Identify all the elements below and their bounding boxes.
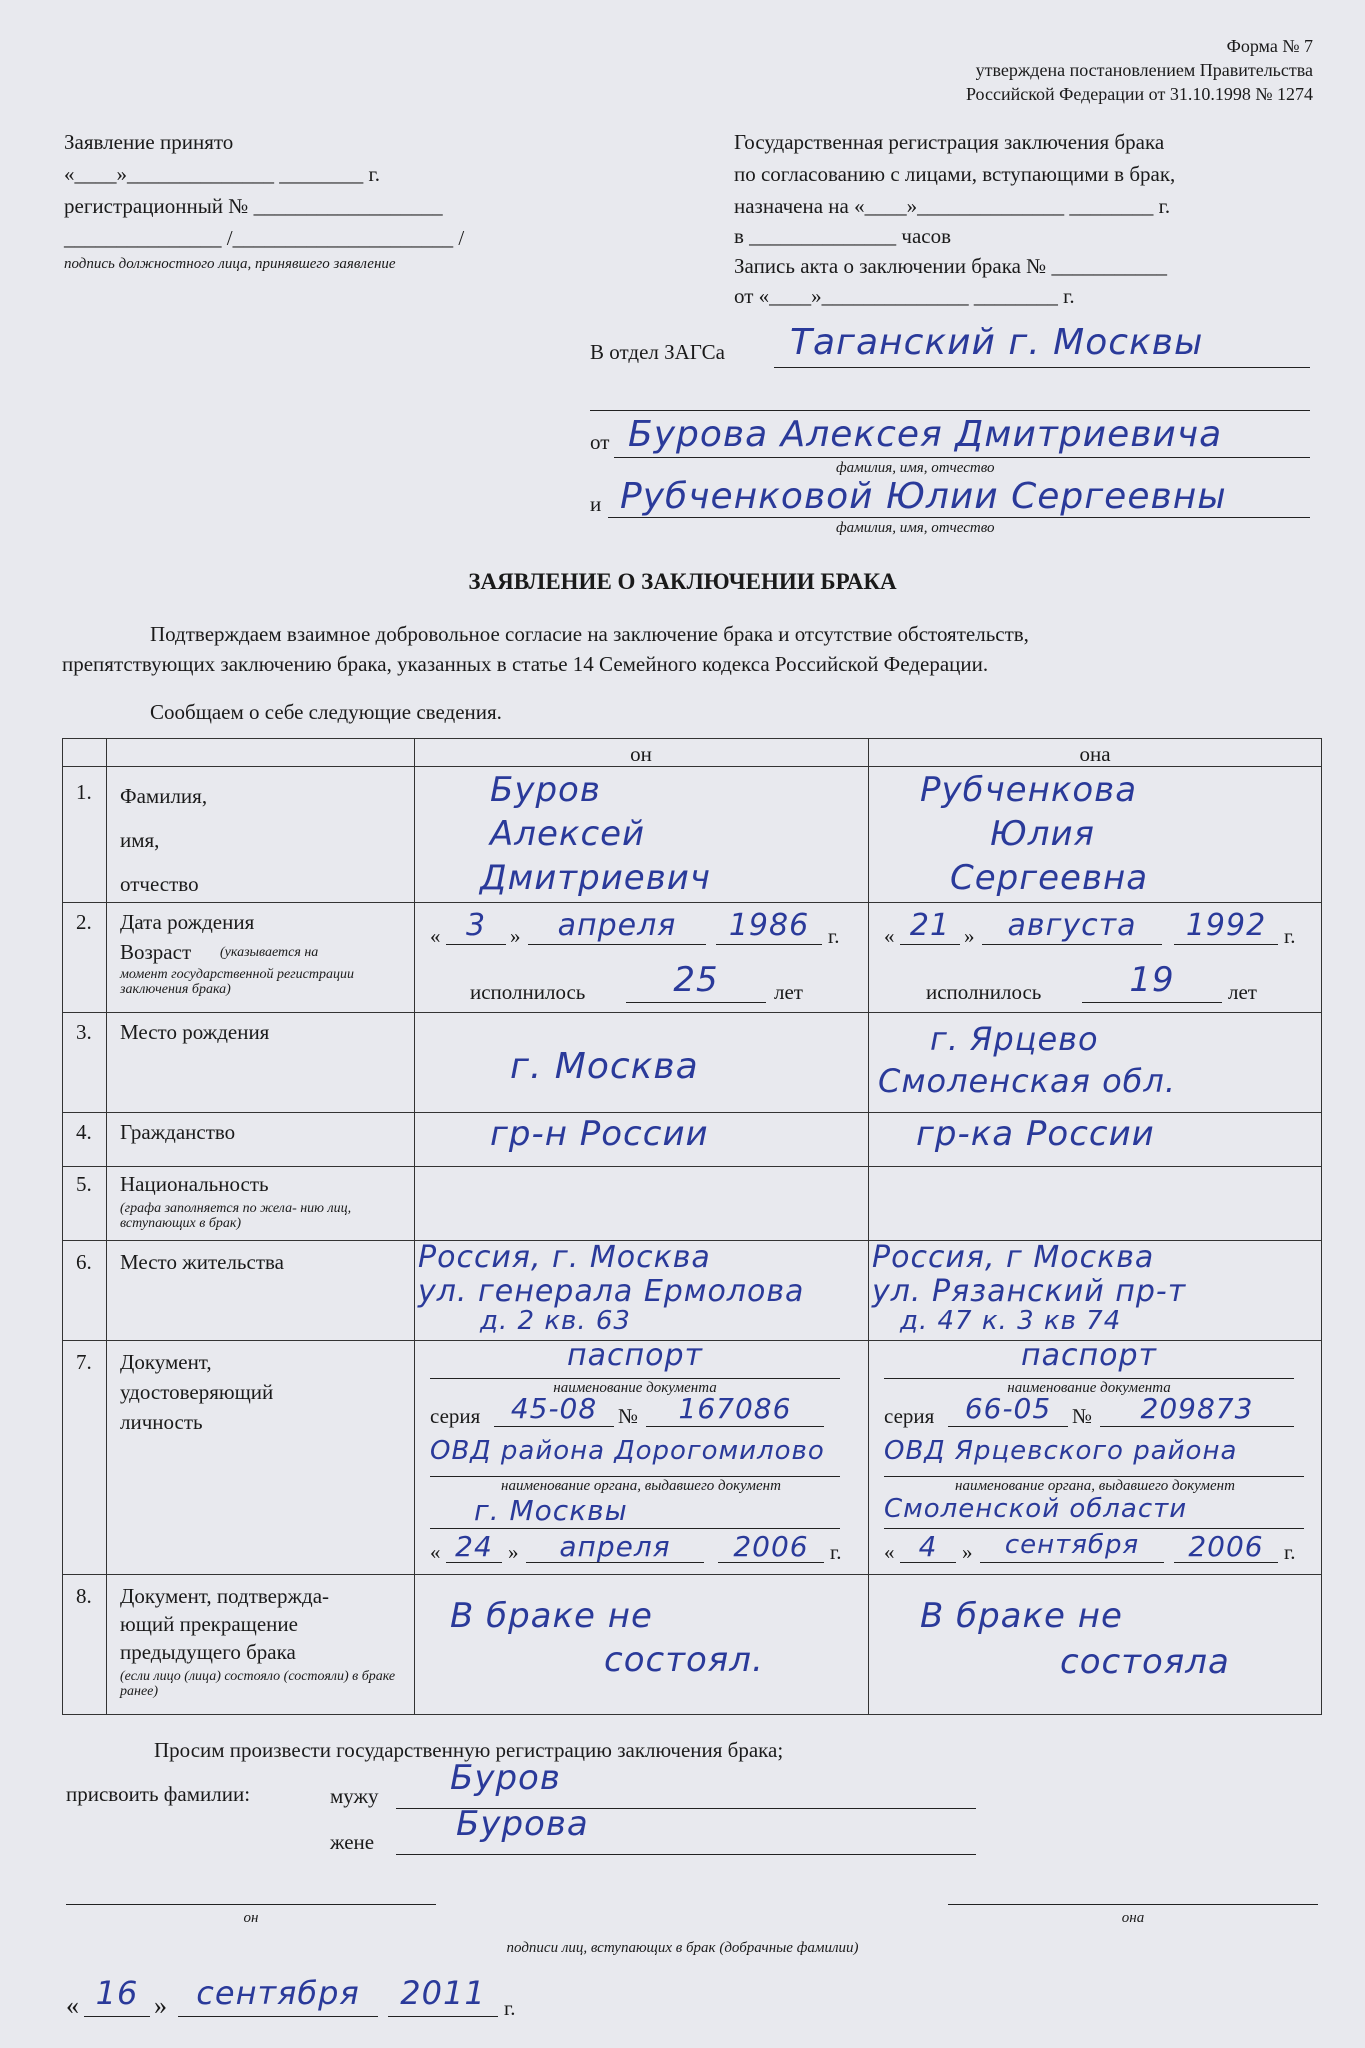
row2-num: 2.	[76, 910, 92, 934]
document-title: ЗАЯВЛЕНИЕ О ЗАКЛЮЧЕНИИ БРАКА	[468, 569, 897, 594]
she-doc-number: 209873	[1140, 1392, 1254, 1425]
intro-line1: Подтверждаем взаимное добровольное согласие на заключение брака и отсутствие обстоятельств,	[150, 622, 1029, 646]
she-age-suffix: лет	[1228, 980, 1257, 1004]
he-series-label: серия	[430, 1404, 481, 1428]
row8-note: (если лицо (лица) состояло (состояли) в браке ранее)	[120, 1669, 396, 1699]
he-organ-caption: наименование органа, выдавшего документ	[501, 1478, 781, 1494]
signed-year: 2011	[400, 1974, 486, 2012]
she-doc-caption: наименование документа	[1007, 1380, 1171, 1396]
he-patronymic: Дмитриевич	[480, 858, 711, 898]
he-birthplace: г. Москва	[510, 1046, 699, 1087]
he-surname: Буров	[490, 770, 601, 810]
registration-line2: по согласованию с лицами, вступающими в брак,	[734, 162, 1176, 186]
she-year-suffix: г.	[1284, 924, 1296, 948]
row1-num: 1.	[76, 780, 92, 804]
row8-num: 8.	[76, 1584, 92, 1608]
row4-num: 4.	[76, 1120, 92, 1144]
row3-label: Место рождения	[120, 1020, 270, 1044]
row2-label-age: Возраст	[120, 940, 192, 964]
husband-label: мужу	[330, 1784, 379, 1808]
she-series-label: серия	[884, 1404, 935, 1428]
row5-note: (графа заполняется по жела- нию лиц, вступающих в брак)	[120, 1201, 352, 1231]
she-num-label: №	[1072, 1404, 1093, 1428]
he-age-prefix: исполнилось	[470, 980, 586, 1004]
row4-label: Гражданство	[120, 1120, 236, 1144]
form-approval-line1: утверждена постановлением Правительства	[975, 60, 1313, 80]
registration-line5: Запись акта о заключении брака № ___________	[734, 254, 1167, 278]
he-age: 25	[673, 960, 719, 1000]
he-birth-day: 3	[465, 908, 487, 943]
he-doc-day: 24	[455, 1530, 493, 1563]
col-header-she: она	[1079, 742, 1111, 766]
he-num-label: №	[618, 1404, 639, 1428]
row6-label: Место жительства	[120, 1250, 284, 1274]
she-surname: Рубченкова	[920, 770, 1138, 810]
signatures-caption: подписи лиц, вступающих в брак (добрачные фамилии)	[506, 1940, 859, 1956]
row2-note-a: (указывается на	[220, 945, 319, 960]
he-residence-1: Россия, г. Москва	[418, 1240, 711, 1275]
col-header-he: он	[630, 742, 652, 766]
he-year-suffix: г.	[828, 924, 840, 948]
he-prev-marriage-2: состоял.	[604, 1640, 764, 1680]
she-doc-day: 4	[918, 1530, 938, 1563]
she-residence-2: ул. Рязанский пр-т	[872, 1274, 1187, 1309]
she-doc-series: 66-05	[964, 1392, 1052, 1425]
she-doc-name: паспорт	[1021, 1338, 1157, 1373]
signature-he-caption: он	[243, 1910, 259, 1926]
row1-label-name: имя,	[120, 828, 160, 852]
row7-label2: удостоверяющий	[120, 1380, 274, 1404]
she-age: 19	[1129, 960, 1175, 1000]
wife-surname: Бурова	[456, 1804, 589, 1844]
she-doc-organ2: Смоленской области	[884, 1494, 1188, 1524]
he-residence-2: ул. генерала Ермолова	[418, 1274, 805, 1309]
she-prev-marriage-1: В браке не	[920, 1596, 1123, 1636]
request-line: Просим произвести государственную регистрацию заключения брака;	[154, 1738, 784, 1762]
row8-label2: ющий прекращение	[120, 1612, 298, 1636]
she-doc-month: сентября	[1004, 1530, 1140, 1560]
she-organ-caption: наименование органа, выдавшего документ	[955, 1478, 1235, 1494]
accepted-title: Заявление принято	[64, 130, 234, 154]
she-birth-day: 21	[909, 908, 951, 943]
she-residence-3: д. 47 к. 3 кв 74	[900, 1306, 1122, 1336]
registration-line6: от «____»______________ ________ г.	[734, 284, 1075, 308]
he-residence-3: д. 2 кв. 63	[480, 1306, 631, 1336]
zags-value: Таганский г. Москвы	[790, 322, 1204, 363]
row6-num: 6.	[76, 1250, 92, 1274]
he-prev-marriage-1: В браке не	[450, 1596, 653, 1636]
accepted-reg-number: регистрационный № __________________	[64, 194, 443, 218]
she-name: Юлия	[990, 814, 1095, 854]
he-doc-year-suffix: г.	[830, 1540, 842, 1564]
signed-month: сентября	[196, 1974, 360, 2012]
wife-label: жене	[330, 1830, 375, 1854]
he-birth-year: 1986	[728, 908, 810, 943]
she-birthplace-region: Смоленская обл.	[878, 1062, 1177, 1100]
intro-line3: Сообщаем о себе следующие сведения.	[150, 700, 502, 724]
row2-label-dob: Дата рождения	[120, 910, 255, 934]
she-birthplace-city: г. Ярцево	[930, 1020, 1099, 1058]
row1-label-patronymic: отчество	[120, 872, 199, 896]
he-doc-month: апреля	[559, 1530, 671, 1563]
registration-line1: Государственная регистрация заключения брака	[734, 130, 1165, 154]
from-label: от	[590, 430, 610, 454]
she-doc-year: 2006	[1188, 1530, 1264, 1563]
she-prev-marriage-2: состояла	[1060, 1642, 1230, 1682]
he-birth-month: апреля	[557, 908, 677, 943]
she-birth-year: 1992	[1185, 908, 1267, 943]
he-doc-organ1: ОВД района Дорогомилово	[430, 1436, 825, 1466]
row5-label: Национальность	[120, 1172, 269, 1196]
row7-num: 7.	[76, 1350, 92, 1374]
and-label: и	[590, 492, 602, 516]
intro-line2: препятствующих заключению брака, указанных в статье 14 Семейного кодекса Российской Федерации.	[62, 652, 989, 676]
he-name: Алексей	[490, 814, 646, 854]
row8-label3: предыдущего брака	[120, 1640, 296, 1664]
he-age-suffix: лет	[774, 980, 803, 1004]
signature-she-caption: она	[1121, 1910, 1145, 1926]
form-number: Форма № 7	[1226, 36, 1313, 56]
husband-surname: Буров	[450, 1758, 561, 1798]
row8-label1: Документ, подтвержда-	[120, 1584, 330, 1608]
accepted-date: «____»______________ ________ г.	[64, 162, 380, 186]
she-doc-year-suffix: г.	[1284, 1540, 1296, 1564]
row7-label3: личность	[120, 1410, 203, 1434]
and-caption: фамилия, имя, отчество	[836, 520, 995, 536]
registration-line3: назначена на «____»______________ ________ г.	[734, 194, 1171, 218]
she-age-prefix: исполнилось	[926, 980, 1042, 1004]
row7-label1: Документ,	[120, 1350, 212, 1374]
she-birth-month: августа	[1007, 908, 1137, 943]
signed-year-suffix: г.	[504, 1996, 516, 2020]
he-doc-series: 45-08	[510, 1392, 598, 1425]
he-doc-caption: наименование документа	[553, 1380, 717, 1396]
row2-note: момент государственной регистрации заключения брака)	[120, 967, 354, 997]
row1-label-surname: Фамилия,	[120, 784, 208, 808]
signed-day: 16	[95, 1974, 139, 2012]
he-doc-year: 2006	[733, 1530, 809, 1563]
she-citizenship: гр-ка России	[916, 1114, 1155, 1154]
form-approval-line2: Российской Федерации от 31.10.1998 № 1274	[965, 84, 1313, 104]
she-residence-1: Россия, г Москва	[872, 1240, 1155, 1275]
he-doc-name: паспорт	[567, 1338, 703, 1373]
accepted-signature-line: _______________ /_____________________ /	[64, 226, 465, 250]
he-doc-number: 167086	[678, 1392, 792, 1425]
registration-line4: в ______________ часов	[734, 224, 952, 248]
row5-num: 5.	[76, 1172, 92, 1196]
she-patronymic: Сергеевна	[950, 858, 1149, 898]
zags-label: В отдел ЗАГСа	[590, 340, 725, 364]
he-doc-organ2: г. Москвы	[474, 1494, 628, 1527]
accepted-signature-caption: подпись должностного лица, принявшего заявление	[64, 256, 396, 272]
from-caption: фамилия, имя, отчество	[836, 460, 995, 476]
and-value: Рубченковой Юлии Сергеевны	[620, 476, 1227, 517]
he-citizenship: гр-н России	[490, 1114, 709, 1154]
she-doc-organ1: ОВД Ярцевского района	[884, 1436, 1238, 1466]
row3-num: 3.	[76, 1020, 92, 1044]
from-value: Бурова Алексея Дмитриевича	[628, 414, 1223, 455]
assign-label: присвоить фамилии:	[66, 1782, 251, 1806]
